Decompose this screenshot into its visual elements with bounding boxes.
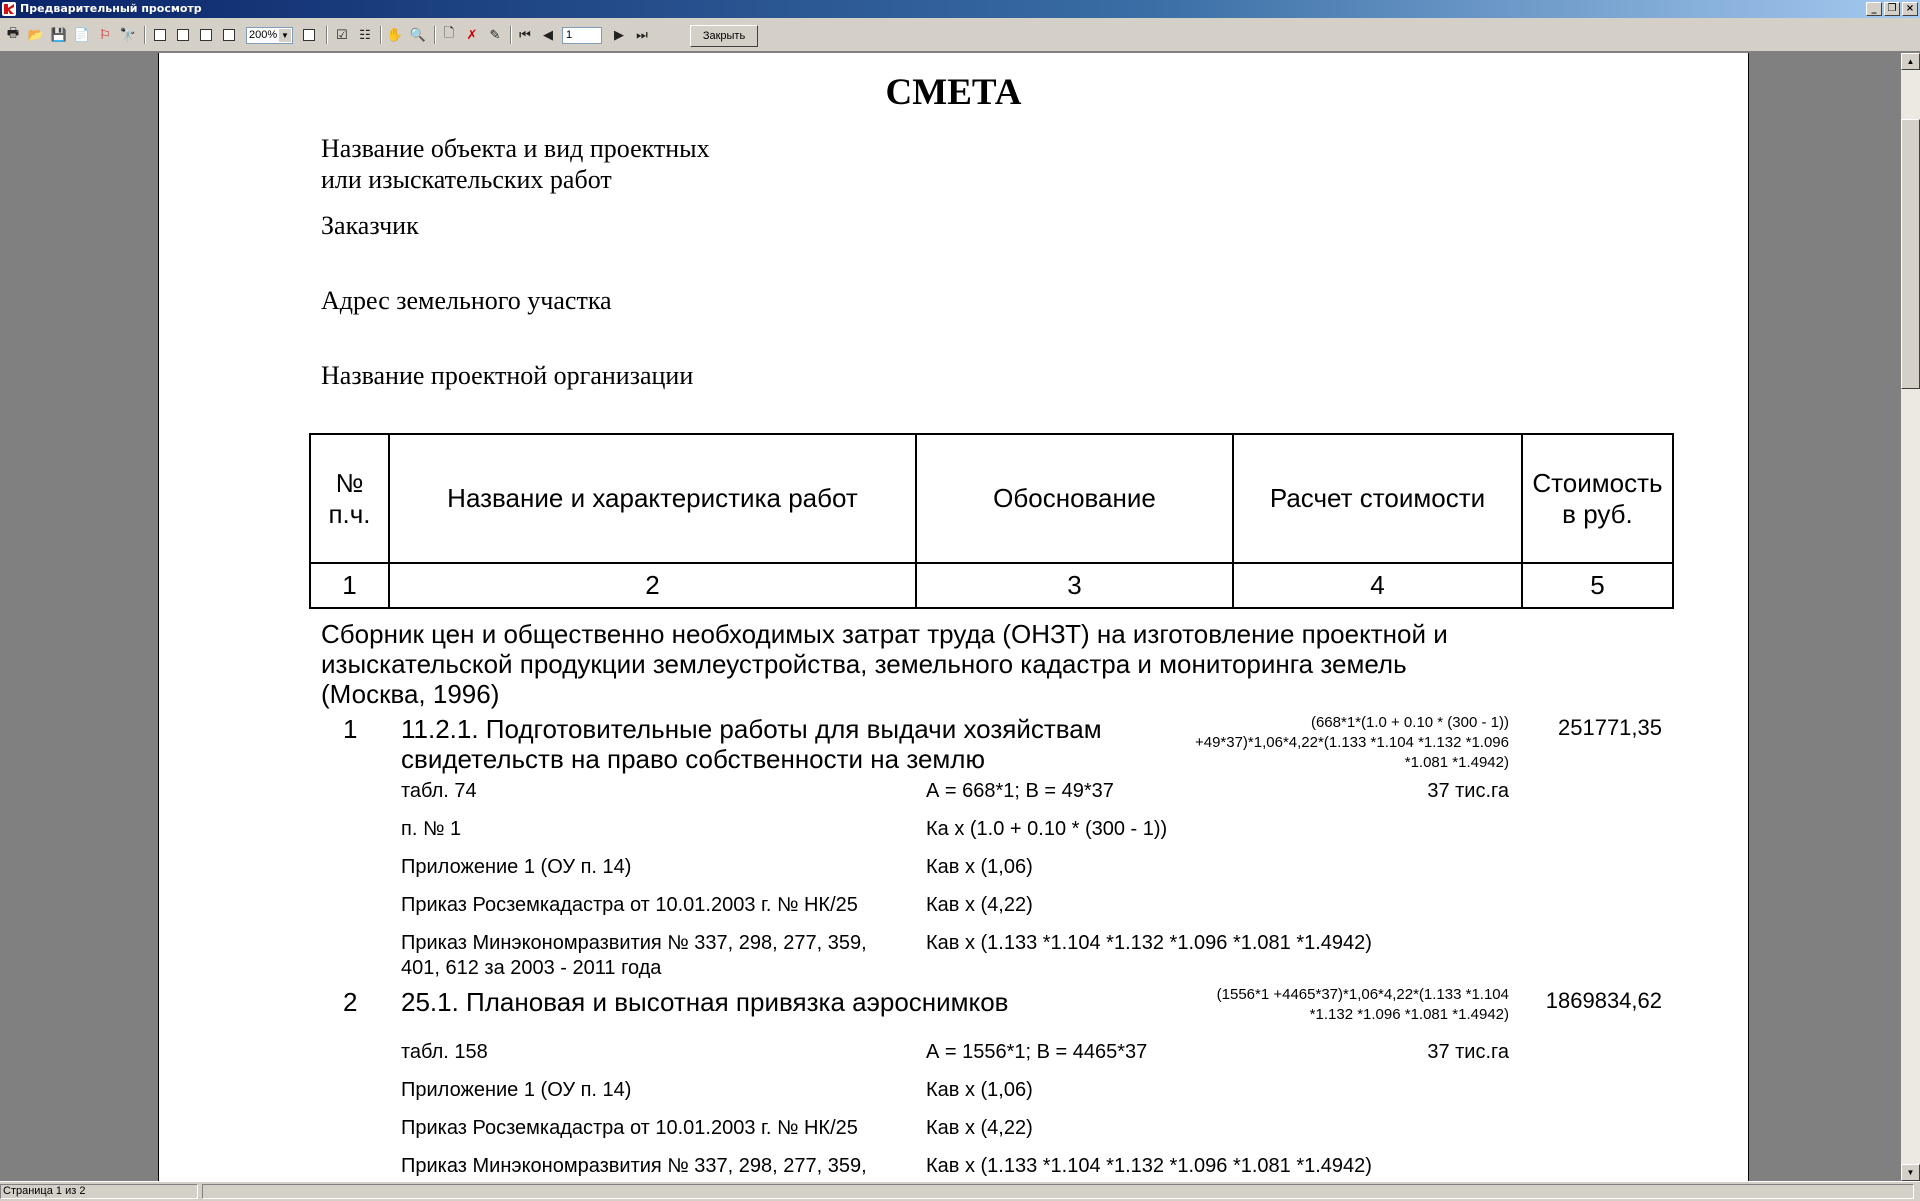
title-bar bbox=[0, 0, 1920, 18]
edit-page-icon[interactable]: ✎ bbox=[489, 27, 501, 42]
item-basis: Приказ Минэкономразвития № 337, 298, 277, 359, bbox=[401, 932, 867, 954]
app-icon bbox=[2, 2, 16, 16]
vertical-scrollbar[interactable] bbox=[1901, 53, 1920, 1181]
item-calc: Кав х (1,06) bbox=[926, 1079, 1033, 1101]
item-formula-2: *1.132 *1.096 *1.081 *1.4942) bbox=[1309, 1006, 1509, 1023]
item-unit: 37 тис.га bbox=[1427, 780, 1509, 802]
zoom-icon[interactable]: 🔍 bbox=[409, 27, 427, 42]
close-button[interactable]: Закрыть bbox=[690, 25, 758, 47]
new-page-icon[interactable]: 🗋 bbox=[443, 25, 455, 40]
window-title: Предварительный просмотр bbox=[20, 2, 202, 15]
column-number: 4 bbox=[1370, 570, 1385, 600]
window-controls bbox=[1866, 2, 1918, 16]
item-calc: Кав х (1.133 *1.104 *1.132 *1.096 *1.081 *1.4942) bbox=[926, 1155, 1372, 1177]
customer-label: Заказчик bbox=[321, 211, 419, 240]
separator bbox=[510, 26, 512, 44]
header-cell-cost: Стоимость в руб. bbox=[1532, 467, 1663, 529]
first-page-icon[interactable]: ⏮ bbox=[519, 27, 531, 42]
item-calc: Кав х (1,06) bbox=[926, 856, 1033, 878]
address-label: Адрес земельного участка bbox=[321, 286, 612, 315]
item-basis: табл. 158 bbox=[401, 1041, 488, 1063]
collection-title-3: (Москва, 1996) bbox=[321, 679, 500, 709]
save-icon[interactable]: 💾 bbox=[50, 27, 68, 42]
status-panel bbox=[202, 1184, 1914, 1199]
item-calc: А = 1556*1; В = 4465*37 bbox=[926, 1041, 1148, 1063]
next-page-icon[interactable]: ▶ bbox=[614, 27, 624, 42]
header-cell-name: Название и характеристика работ bbox=[447, 483, 858, 513]
item-basis: п. № 1 bbox=[401, 818, 462, 840]
item-calc: Кав х (4,22) bbox=[926, 894, 1033, 916]
item-name-2: свидетельств на право собственности на землю bbox=[401, 744, 985, 774]
item-formula: (1556*1 +4465*37)*1,06*4,22*(1.133 *1.104 bbox=[1216, 986, 1509, 1003]
object-name-label-2: или изыскательских работ bbox=[321, 165, 612, 194]
restore-icon[interactable]: ❐ bbox=[1884, 2, 1900, 16]
org-label: Название проектной организации bbox=[321, 361, 694, 390]
fit-icon[interactable] bbox=[300, 26, 318, 44]
pdf-icon[interactable]: ⚐ bbox=[99, 27, 111, 42]
item-basis: Приказ Росземкадастра от 10.01.2003 г. № НК/25 bbox=[401, 894, 858, 916]
export-icon[interactable]: 📄 bbox=[73, 27, 91, 42]
zoom-select[interactable] bbox=[246, 27, 293, 44]
prev-page-icon[interactable]: ◀ bbox=[543, 27, 553, 42]
item-number: 1 bbox=[343, 714, 358, 744]
column-number: 2 bbox=[645, 570, 660, 600]
header-cell-number: № п.ч. bbox=[328, 467, 371, 529]
item-formula: (668*1*(1.0 + 0.10 * (300 - 1)) bbox=[1310, 714, 1509, 731]
header-cell-calculation: Расчет стоимости bbox=[1269, 483, 1486, 513]
item-basis: Приложение 1 (ОУ п. 14) bbox=[401, 856, 632, 878]
item-formula-3: *1.081 *1.4942) bbox=[1404, 754, 1509, 771]
column-number: 3 bbox=[1067, 570, 1082, 600]
print-icon[interactable]: 🖶 bbox=[6, 25, 20, 40]
page-width-icon[interactable] bbox=[197, 26, 215, 44]
separator bbox=[380, 26, 382, 44]
item-basis: Приказ Росземкадастра от 10.01.2003 г. № НК/25 bbox=[401, 1117, 858, 1139]
zoom-value: 200% bbox=[249, 29, 278, 41]
separator bbox=[434, 26, 436, 44]
item-calc: Кав х (4,22) bbox=[926, 1117, 1033, 1139]
item-formula-2: +49*37)*1,06*4,22*(1.133 *1.104 *1.132 *1.096 bbox=[1194, 734, 1509, 751]
item-calc: А = 668*1; В = 49*37 bbox=[926, 780, 1114, 802]
item-basis-2: 401, 612 за 2003 - 2011 года bbox=[401, 957, 662, 979]
separator bbox=[326, 26, 328, 44]
toolbar bbox=[0, 18, 1920, 52]
status-bar bbox=[0, 1181, 1920, 1201]
item-calc: Ка х (1.0 + 0.10 * (300 - 1)) bbox=[926, 818, 1168, 840]
delete-page-icon[interactable]: ✗ bbox=[466, 27, 478, 42]
open-icon[interactable]: 📂 bbox=[27, 27, 45, 42]
minimize-icon[interactable]: _ bbox=[1866, 2, 1882, 16]
scroll-thumb[interactable] bbox=[1901, 119, 1920, 389]
hand-icon[interactable]: ✋ bbox=[386, 27, 404, 42]
column-number: 5 bbox=[1590, 570, 1605, 600]
one-page-icon[interactable] bbox=[151, 26, 169, 44]
estimate-header-table bbox=[309, 433, 1674, 609]
item-calc: Кав х (1.133 *1.104 *1.132 *1.096 *1.081 *1.4942) bbox=[926, 932, 1372, 954]
last-page-icon[interactable]: ⏭ bbox=[636, 27, 648, 42]
column-number: 1 bbox=[342, 570, 357, 600]
separator bbox=[144, 26, 146, 44]
collection-title-2: изыскательской продукции землеустройства, земельного кадастра и мониторинга земель bbox=[321, 649, 1407, 679]
collection-title: Сборник цен и общественно необходимых затрат труда (ОНЗТ) на изготовление проектной и bbox=[321, 619, 1448, 649]
two-pages-icon[interactable] bbox=[174, 26, 192, 44]
header-cell-basis: Обоснование bbox=[993, 483, 1156, 513]
item-cost: 251771,35 bbox=[1558, 715, 1662, 740]
item-basis: табл. 74 bbox=[401, 780, 477, 802]
page-input[interactable]: 1 bbox=[562, 27, 602, 44]
document-page bbox=[158, 53, 1749, 1181]
scroll-up-icon[interactable]: ▲ bbox=[1901, 53, 1920, 70]
find-icon[interactable]: 🔭 bbox=[119, 27, 137, 42]
item-basis: Приказ Минэкономразвития № 337, 298, 277, 359, bbox=[401, 1155, 867, 1177]
item-name: 25.1. Плановая и высотная привязка аэроснимков bbox=[401, 987, 1009, 1017]
item-cost: 1869834,62 bbox=[1545, 988, 1662, 1013]
page-status: Страница 1 из 2 bbox=[0, 1184, 198, 1199]
item-unit: 37 тис.га bbox=[1427, 1041, 1509, 1063]
item-number: 2 bbox=[343, 987, 358, 1017]
close-icon[interactable]: × bbox=[1902, 2, 1918, 16]
outline-icon[interactable]: ☷ bbox=[359, 27, 371, 42]
object-name-label: Название объекта и вид проектных bbox=[321, 134, 710, 163]
item-basis: Приложение 1 (ОУ п. 14) bbox=[401, 1079, 632, 1101]
document-title: СМЕТА bbox=[885, 72, 1022, 113]
settings-icon[interactable]: ☑ bbox=[336, 27, 348, 42]
four-pages-icon[interactable] bbox=[220, 26, 238, 44]
preview-viewport[interactable] bbox=[0, 53, 1901, 1181]
scroll-down-icon[interactable]: ▼ bbox=[1901, 1164, 1920, 1181]
item-name: 11.2.1. Подготовительные работы для выдачи хозяйствам bbox=[401, 714, 1102, 744]
chevron-down-icon: ▼ bbox=[279, 29, 291, 42]
